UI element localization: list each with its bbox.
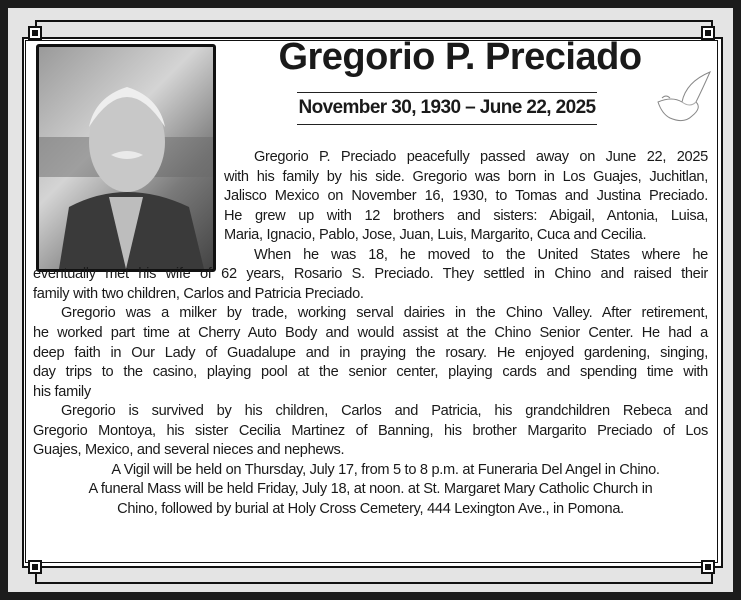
text-line: he worked part time at Cherry Auto Body and would assist at the Chino Senior Center. He had a bbox=[33, 324, 708, 341]
text-line: day trips to the casino, playing pool at the senior center, playing cards and spending time with bbox=[33, 364, 708, 381]
text-line: Maria, Ignacio, Pablo, Jose, Juan, Luis, Margarito, Cuca and Cecilia. bbox=[224, 227, 647, 244]
text-line: He grew up with 12 brothers and sisters: Abigail, Antonia, Luisa, bbox=[224, 207, 708, 224]
life-dates: November 30, 1930 – June 22, 2025 bbox=[297, 92, 597, 125]
text-line: with his family by his side. Gregorio was born in Los Guajes, Juchitlan, bbox=[224, 168, 708, 185]
text-line: Gregorio is survived by his children, Carlos and Patricia, his grandchildren Rebeca and bbox=[61, 403, 708, 420]
text-line: Gregorio Montoya, his sister Cecilia Martinez of Banning, his brother Margarito Preciado of Los bbox=[33, 422, 708, 439]
deceased-name: Gregorio P. Preciado bbox=[278, 36, 642, 78]
text-line: Guajes, Mexico, and several nieces and nephews. bbox=[33, 442, 345, 459]
text-line: Gregorio P. Preciado peacefully passed away on June 22, 2025 bbox=[254, 149, 708, 165]
text-line: Chino, followed by burial at Holy Cross Cemetery, 444 Lexington Ave., in Pomona. bbox=[117, 500, 624, 517]
text-line: Gregorio was a milker by trade, working serval dairies in the Chino Valley. After retirement, bbox=[61, 305, 708, 322]
corner-ornament bbox=[701, 560, 715, 574]
text-line: eventually met his wife of 62 years, Rosario S. Preciado. They settled in Chino and raised their bbox=[33, 266, 708, 283]
text-line: When he was 18, he moved to the United States where he bbox=[254, 246, 708, 263]
text-line: A funeral Mass will be held Friday, July 18, at noon. at St. Margaret Mary Catholic Church in bbox=[88, 481, 653, 498]
text-line: A Vigil will be held on Thursday, July 17, from 5 to 8 p.m. at Funeraria Del Angel in Chino. bbox=[111, 461, 660, 478]
text-line: his family bbox=[33, 383, 91, 400]
portrait-photo bbox=[36, 44, 216, 272]
text-line: family with two children, Carlos and Patricia Preciado. bbox=[33, 285, 364, 302]
corner-ornament bbox=[28, 560, 42, 574]
corner-ornament bbox=[701, 26, 715, 40]
dove-icon bbox=[652, 68, 716, 132]
text-line: Jalisco Mexico on November 16, 1930, to Tomas and Justina Preciado. bbox=[224, 188, 708, 205]
text-line: deep faith in Our Lady of Guadalupe and in praying the rosary. He enjoyed gardening, singing, bbox=[33, 344, 708, 361]
corner-ornament bbox=[28, 26, 42, 40]
